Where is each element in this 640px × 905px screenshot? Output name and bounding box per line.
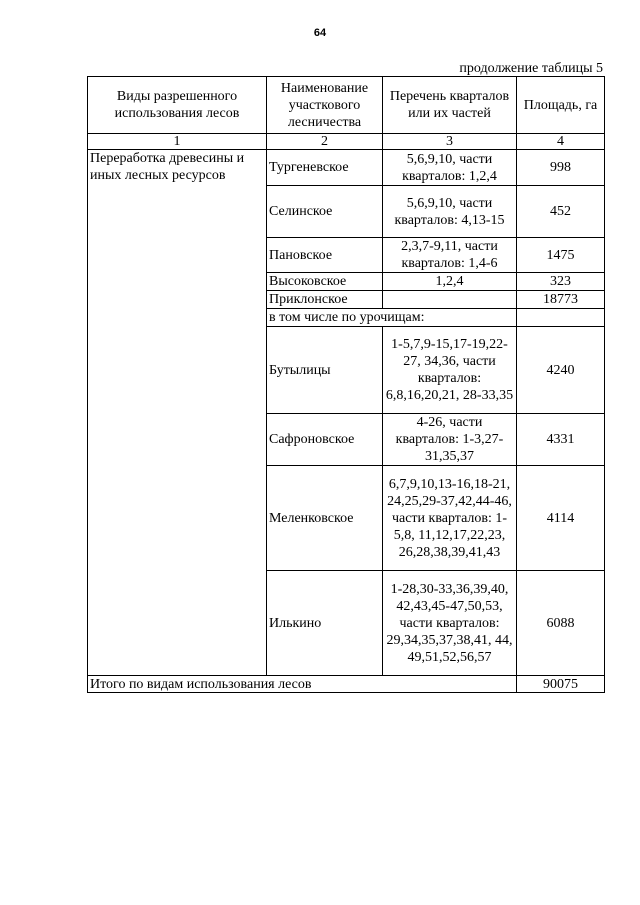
forestry-cell: Селинское [267,186,383,238]
area-cell: 4114 [517,466,605,571]
quarters-cell: 5,6,9,10, части кварталов: 4,13-15 [383,186,517,238]
forestry-cell: Бутылицы [267,327,383,414]
usage-type-cell: Переработка древесины и иных лесных ресурсов [88,150,267,676]
area-cell: 323 [517,273,605,291]
quarters-cell: 6,7,9,10,13-16,18-21, 24,25,29-37,42,44-46, части кварталов: 1-5,8, 11,12,17,22,23, 26,28,38,39,41,43 [383,466,517,571]
col-number: 1 [88,134,267,150]
quarters-cell: 2,3,7-9,11, части кварталов: 1,4-6 [383,238,517,273]
total-row [88,676,605,693]
quarters-cell: 1,2,4 [383,273,517,291]
forestry-cell: Пановское [267,238,383,273]
area-cell: 1475 [517,238,605,273]
total-label: Итого по видам использования лесов [88,676,517,693]
table-row [88,150,605,186]
total-value: 90075 [517,676,605,693]
quarters-cell: 4-26, части кварталов: 1-3,27-31,35,37 [383,414,517,466]
column-number-row [88,134,605,150]
header-usage-type: Виды разрешенного использования лесов [88,77,267,134]
forest-usage-table [87,76,605,693]
subheader-cell: в том числе по урочищам: [267,309,517,327]
header-area: Площадь, га [517,77,605,134]
header-quarters: Перечень кварталов или их частей [383,77,517,134]
header-forestry: Наименование участкового лесничества [267,77,383,134]
forestry-cell: Илькино [267,571,383,676]
quarters-cell [383,291,517,309]
table-header-row [88,77,605,134]
forestry-cell: Меленковское [267,466,383,571]
area-cell: 4331 [517,414,605,466]
col-number: 4 [517,134,605,150]
area-cell: 998 [517,150,605,186]
table-continuation-note: продолжение таблицы 5 [459,61,603,76]
area-cell [517,309,605,327]
forestry-cell: Тургеневское [267,150,383,186]
area-cell: 6088 [517,571,605,676]
forestry-cell: Приклонское [267,291,383,309]
col-number: 3 [383,134,517,150]
area-cell: 4240 [517,327,605,414]
forestry-cell: Сафроновское [267,414,383,466]
page-number: 64 [313,27,327,39]
forestry-cell: Высоковское [267,273,383,291]
quarters-cell: 1-28,30-33,36,39,40, 42,43,45-47,50,53, части кварталов: 29,34,35,37,38,41, 44, 49,51,52,56,57 [383,571,517,676]
quarters-cell: 5,6,9,10, части кварталов: 1,2,4 [383,150,517,186]
col-number: 2 [267,134,383,150]
area-cell: 18773 [517,291,605,309]
quarters-cell: 1-5,7,9-15,17-19,22-27, 34,36, части кварталов: 6,8,16,20,21, 28-33,35 [383,327,517,414]
area-cell: 452 [517,186,605,238]
